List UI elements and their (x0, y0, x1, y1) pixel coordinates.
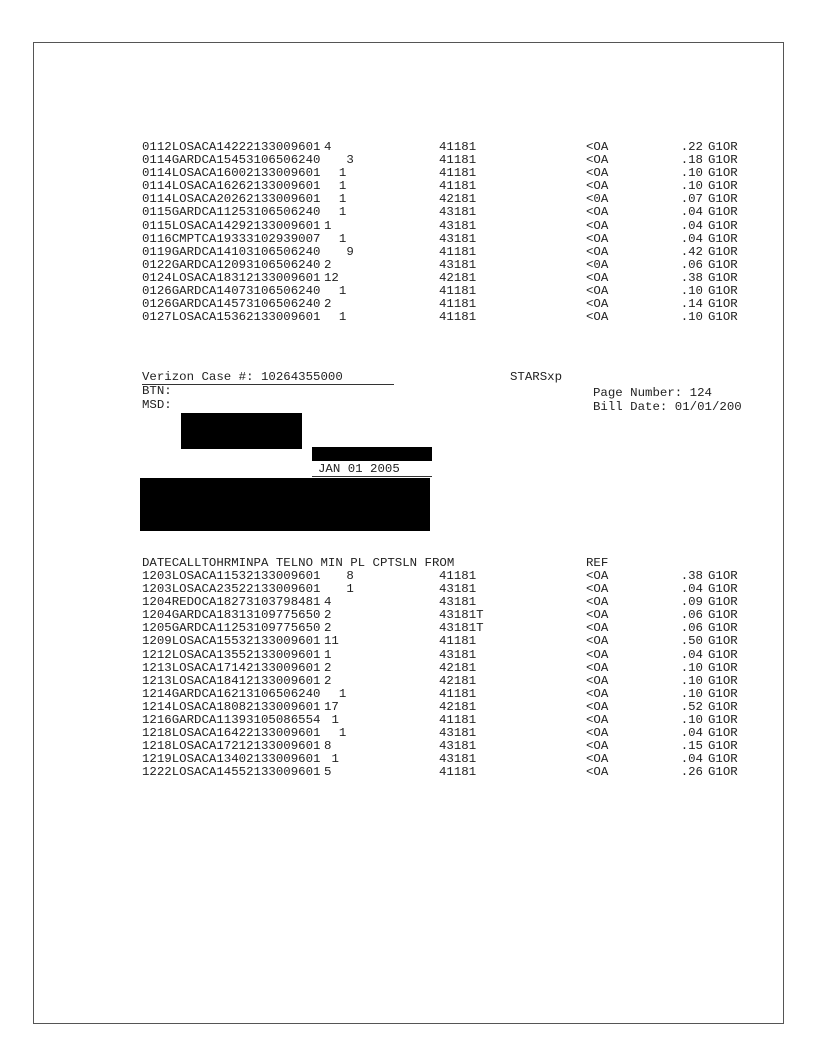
row-code: 43181 (439, 582, 477, 597)
row-rate-code: G1OR (708, 739, 738, 754)
row-ref: <OA (586, 713, 609, 728)
row-id: 0112LOSACA14222133009601 (142, 140, 321, 154)
row-amount: .10 (680, 660, 703, 675)
row-code: 41181 (439, 713, 477, 728)
row-code: 43181 (439, 739, 477, 754)
row-minutes: 17 (324, 699, 339, 714)
row-rate-code: G1OR (708, 231, 738, 246)
redacted-btn (181, 413, 302, 449)
row-code: 43181 (439, 205, 477, 220)
row-amount: .10 (680, 673, 703, 688)
row-minutes: 1 (338, 284, 347, 299)
row-amount: .42 (680, 244, 703, 259)
row-minutes: 5 (324, 765, 332, 780)
row-minutes: 1 (338, 192, 347, 207)
row-minutes: 1 (338, 686, 347, 701)
row-ref: <OA (586, 297, 609, 312)
row-ref: <OA (586, 739, 609, 754)
row-rate-code: G1OR (708, 166, 738, 181)
row-code: 42181 (439, 192, 477, 207)
row-minutes: 4 (324, 595, 332, 610)
row-id: 0124LOSACA18312133009601 (142, 270, 321, 285)
row-rate-code: G1OR (708, 569, 738, 583)
row-ref: <OA (586, 205, 609, 220)
row-rate-code: G1OR (708, 582, 738, 597)
row-amount: .38 (680, 270, 703, 285)
row-amount: .07 (680, 192, 703, 207)
row-minutes: 1 (338, 166, 347, 181)
row-ref: <OA (586, 634, 609, 649)
row-ref: <OA (586, 608, 609, 623)
row-amount: .52 (680, 699, 703, 714)
row-ref: <OA (586, 686, 609, 701)
row-ref: <OA (586, 569, 609, 583)
row-rate-code: G1OR (708, 686, 738, 701)
row-id: 1205GARDCA11253109775650 (142, 621, 321, 636)
row-id: 1222LOSACA14552133009601 (142, 765, 321, 780)
msd-label: MSD: (142, 398, 172, 412)
row-rate-code: G1OR (708, 608, 738, 623)
redacted-address (140, 478, 430, 531)
row-ref: <OA (586, 166, 609, 181)
btn-label: BTN: (142, 384, 172, 398)
row-minutes: 1 (338, 310, 347, 325)
row-amount: .09 (680, 595, 703, 610)
row-code: 42181 (439, 270, 477, 285)
row-minutes: 1 (338, 179, 347, 194)
row-ref: <OA (586, 218, 609, 233)
row-code: 41181 (439, 310, 477, 325)
row-code: 41181 (439, 140, 477, 154)
row-amount: .04 (680, 582, 703, 597)
row-amount: .04 (680, 205, 703, 220)
row-code: 41181 (439, 634, 477, 649)
row-minutes: 12 (324, 270, 339, 285)
row-id: 0114LOSACA20262133009601 (142, 192, 321, 207)
row-id: 0126GARDCA14073106506240 (142, 284, 321, 299)
document-page (33, 42, 784, 1024)
row-id: 0116CMPTCA19333102939007 (142, 231, 321, 246)
row-id: 1209LOSACA15532133009601 (142, 634, 321, 649)
row-code: 41181 (439, 765, 477, 780)
row-rate-code: G1OR (708, 244, 738, 259)
row-code: 41181 (439, 244, 477, 259)
row-code: 41181 (439, 166, 477, 181)
row-code: 43181T (439, 621, 484, 636)
row-id: 1204GARDCA18313109775650 (142, 608, 321, 623)
row-minutes: 1 (346, 582, 354, 597)
row-amount: .10 (680, 713, 703, 728)
row-minutes: 1 (338, 205, 347, 220)
row-rate-code: G1OR (708, 218, 738, 233)
row-ref: <OA (586, 153, 609, 168)
row-amount: .10 (680, 310, 703, 325)
row-code: 42181 (439, 660, 477, 675)
row-minutes: 1 (338, 231, 347, 246)
row-amount: .06 (680, 621, 703, 636)
row-minutes: 1 (338, 726, 347, 741)
row-rate-code: G1OR (708, 140, 738, 154)
row-ref: <OA (586, 595, 609, 610)
row-id: 1218LOSACA16422133009601 (142, 726, 321, 741)
row-id: 0114LOSACA16002133009601 (142, 166, 321, 181)
row-amount: .22 (680, 140, 703, 154)
bill-date: Bill Date: 01/01/200 (593, 400, 742, 414)
row-ref: <OA (586, 673, 609, 688)
column-header-main: DATECALLTOHRMINPA TELNO MIN PL CPTSLN FROM (142, 556, 455, 570)
row-amount: .18 (680, 153, 703, 168)
row-rate-code: G1OR (708, 595, 738, 610)
row-id: 1203LOSACA23522133009601 (142, 582, 321, 597)
row-amount: .38 (680, 569, 703, 583)
row-code: 41181 (439, 297, 477, 312)
row-rate-code: G1OR (708, 310, 738, 325)
row-amount: .06 (680, 608, 703, 623)
row-id: 0119GARDCA14103106506240 (142, 244, 321, 259)
row-rate-code: G1OR (708, 647, 738, 662)
row-rate-code: G1OR (708, 673, 738, 688)
row-ref: <OA (586, 270, 609, 285)
row-minutes: 9 (346, 244, 354, 259)
row-id: 1203LOSACA11532133009601 (142, 569, 321, 583)
case-number-label: Verizon Case #: 10264355000 (142, 370, 343, 384)
row-amount: .10 (680, 284, 703, 299)
row-amount: .26 (680, 765, 703, 780)
row-id: 1212LOSACA13552133009601 (142, 647, 321, 662)
row-rate-code: G1OR (708, 765, 738, 780)
row-minutes: 2 (324, 608, 332, 623)
row-ref: <OA (586, 284, 609, 299)
row-amount: .06 (680, 257, 703, 272)
row-ref: <OA (586, 244, 609, 259)
row-code: 41181 (439, 569, 477, 583)
row-id: 1213LOSACA18412133009601 (142, 673, 321, 688)
row-rate-code: G1OR (708, 205, 738, 220)
row-minutes: 2 (324, 621, 332, 636)
row-ref: <OA (586, 310, 609, 325)
row-rate-code: G1OR (708, 297, 738, 312)
row-minutes: 1 (324, 647, 332, 662)
case-underline (142, 384, 394, 385)
row-minutes: 2 (324, 660, 332, 675)
system-name: STARSxp (510, 370, 563, 384)
column-header-ref: REF (586, 556, 609, 570)
row-rate-code: G1OR (708, 713, 738, 728)
row-ref: <OA (586, 621, 609, 636)
row-rate-code: G1OR (708, 699, 738, 714)
row-id: 0114GARDCA15453106506240 (142, 153, 321, 168)
row-amount: .10 (680, 686, 703, 701)
row-amount: .14 (680, 297, 703, 312)
row-rate-code: G1OR (708, 153, 738, 168)
row-amount: .04 (680, 752, 703, 767)
row-code: 42181 (439, 699, 477, 714)
row-code: 43181 (439, 726, 477, 741)
row-minutes: 1 (331, 752, 339, 767)
row-id: 1213LOSACA17142133009601 (142, 660, 321, 675)
row-rate-code: G1OR (708, 192, 738, 207)
row-amount: .04 (680, 726, 703, 741)
row-ref: <0A (586, 257, 609, 272)
row-rate-code: G1OR (708, 726, 738, 741)
row-id: 1219LOSACA13402133009601 (142, 752, 321, 767)
row-id: 1218LOSACA17212133009601 (142, 739, 321, 754)
row-id: 0115GARDCA11253106506240 (142, 205, 321, 220)
row-amount: .10 (680, 166, 703, 181)
row-code: 43181 (439, 595, 477, 610)
row-ref: <OA (586, 765, 609, 780)
row-minutes: 2 (324, 257, 332, 272)
row-id: 0127LOSACA15362133009601 (142, 310, 321, 325)
row-code: 41181 (439, 179, 477, 194)
row-id: 1214LOSACA18082133009601 (142, 699, 321, 714)
row-minutes: 8 (324, 739, 332, 754)
row-amount: .04 (680, 231, 703, 246)
row-id: 1204REDOCA18273103798481 (142, 595, 321, 610)
row-amount: .04 (680, 218, 703, 233)
row-code: 43181 (439, 752, 477, 767)
row-ref: <0A (586, 192, 609, 207)
row-code: 43181 (439, 231, 477, 246)
row-id: 1216GARDCA11393105086554 (142, 713, 321, 728)
page-number: Page Number: 124 (593, 386, 712, 400)
row-ref: <OA (586, 726, 609, 741)
row-minutes: 4 (324, 140, 332, 154)
row-ref: <OA (586, 699, 609, 714)
row-code: 42181 (439, 673, 477, 688)
row-minutes: 3 (346, 153, 354, 168)
row-minutes: 2 (324, 297, 332, 312)
row-ref: <OA (586, 752, 609, 767)
row-id: 1214GARDCA16213106506240 (142, 686, 321, 701)
redacted-name-bar (312, 447, 432, 461)
row-minutes: 1 (331, 713, 339, 728)
row-code: 43181T (439, 608, 484, 623)
row-ref: <OA (586, 582, 609, 597)
row-ref: <OA (586, 179, 609, 194)
row-code: 43181 (439, 218, 477, 233)
row-amount: .50 (680, 634, 703, 649)
row-rate-code: G1OR (708, 634, 738, 649)
row-code: 43181 (439, 257, 477, 272)
row-rate-code: G1OR (708, 179, 738, 194)
statement-date: JAN 01 2005 (318, 462, 400, 476)
row-amount: .10 (680, 179, 703, 194)
row-rate-code: G1OR (708, 284, 738, 299)
row-rate-code: G1OR (708, 257, 738, 272)
statement-date-underline (312, 476, 432, 477)
row-id: 0126GARDCA14573106506240 (142, 297, 321, 312)
row-code: 41181 (439, 686, 477, 701)
row-ref: <OA (586, 660, 609, 675)
row-minutes: 11 (324, 634, 339, 649)
row-code: 41181 (439, 284, 477, 299)
row-id: 0114LOSACA16262133009601 (142, 179, 321, 194)
row-minutes: 8 (346, 569, 354, 583)
row-id: 0115LOSACA14292133009601 (142, 218, 321, 233)
row-minutes: 2 (324, 673, 332, 688)
row-amount: .04 (680, 647, 703, 662)
row-ref: <OA (586, 647, 609, 662)
row-rate-code: G1OR (708, 270, 738, 285)
row-minutes: 1 (324, 218, 332, 233)
row-rate-code: G1OR (708, 660, 738, 675)
row-code: 43181 (439, 647, 477, 662)
row-rate-code: G1OR (708, 621, 738, 636)
row-rate-code: G1OR (708, 752, 738, 767)
row-id: 0122GARDCA12093106506240 (142, 257, 321, 272)
row-amount: .15 (680, 739, 703, 754)
row-ref: <OA (586, 140, 609, 154)
row-code: 41181 (439, 153, 477, 168)
row-ref: <OA (586, 231, 609, 246)
